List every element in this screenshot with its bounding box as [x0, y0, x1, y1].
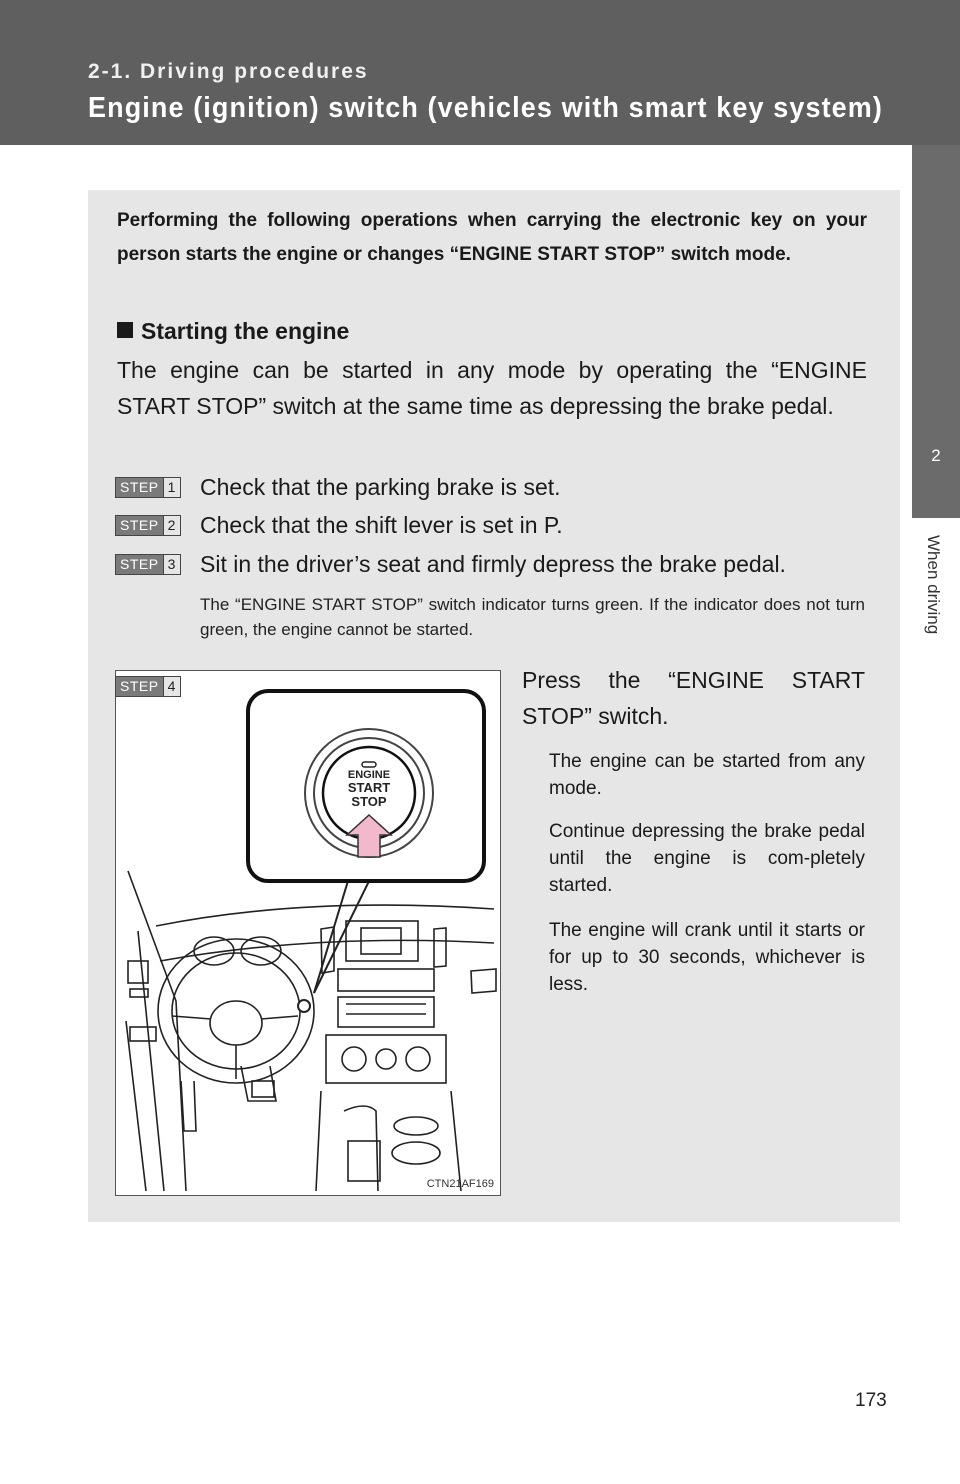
section-label: 2-1. Driving procedures	[88, 60, 369, 83]
step-word: STEP	[120, 556, 159, 572]
step-4-note: The engine can be started from any mode.	[549, 751, 865, 799]
step-badge-2	[115, 515, 181, 536]
step-badge-3	[115, 554, 181, 575]
figure-code: CTN21AF169	[426, 1178, 494, 1190]
section-body: The engine can be started in any mode by operating the “ENGINE START STOP” switch at the same time as depressing the brake pedal.	[117, 357, 867, 419]
button-label	[319, 769, 419, 809]
step-4-note: The engine will crank until it starts or for up to 30 seconds, whichever is less.	[549, 920, 865, 995]
step-3-text: Sit in the driver’s seat and firmly depress the brake pedal.	[200, 551, 786, 577]
step-number: 1	[163, 478, 180, 497]
intro-paragraph: Performing the following operations when carrying the electronic key on your person starts the engine or changes “ENGINE START STOP” switch mode.	[117, 210, 867, 265]
button-label-line: STOP	[351, 794, 387, 809]
square-bullet-icon	[117, 322, 133, 338]
step-badge-1	[115, 477, 181, 498]
step-3-note: The “ENGINE START STOP” switch indicator turns green. If the indicator does not turn green, the engine cannot be started.	[200, 595, 865, 639]
button-label-line: START	[347, 780, 391, 795]
step-number: 4	[163, 677, 180, 696]
chapter-tab-label: When driving	[924, 535, 943, 635]
page-number: 173	[855, 1390, 887, 1411]
button-label-line: ENGINE	[347, 769, 391, 781]
step-number: 2	[163, 516, 180, 535]
dashboard-illustration	[115, 670, 501, 1196]
page-title: Engine (ignition) switch (vehicles with smart key system)	[88, 92, 883, 124]
step-word: STEP	[120, 678, 159, 694]
step-4-text: Press the “ENGINE START STOP” switch.	[522, 667, 865, 729]
step-1-text: Check that the parking brake is set.	[200, 474, 561, 500]
section-heading	[117, 318, 349, 345]
dashboard-drawing	[116, 671, 500, 1195]
step-word: STEP	[120, 479, 159, 495]
step-number: 3	[163, 555, 180, 574]
step-word: STEP	[120, 517, 159, 533]
step-4-note: Continue depressing the brake pedal until the engine is com-pletely started.	[549, 821, 865, 896]
chapter-tab-number: 2	[931, 446, 941, 465]
step-badge-4	[115, 676, 181, 697]
step-2-text: Check that the shift lever is set in P.	[200, 512, 563, 538]
section-heading-text: Starting the engine	[141, 318, 350, 344]
